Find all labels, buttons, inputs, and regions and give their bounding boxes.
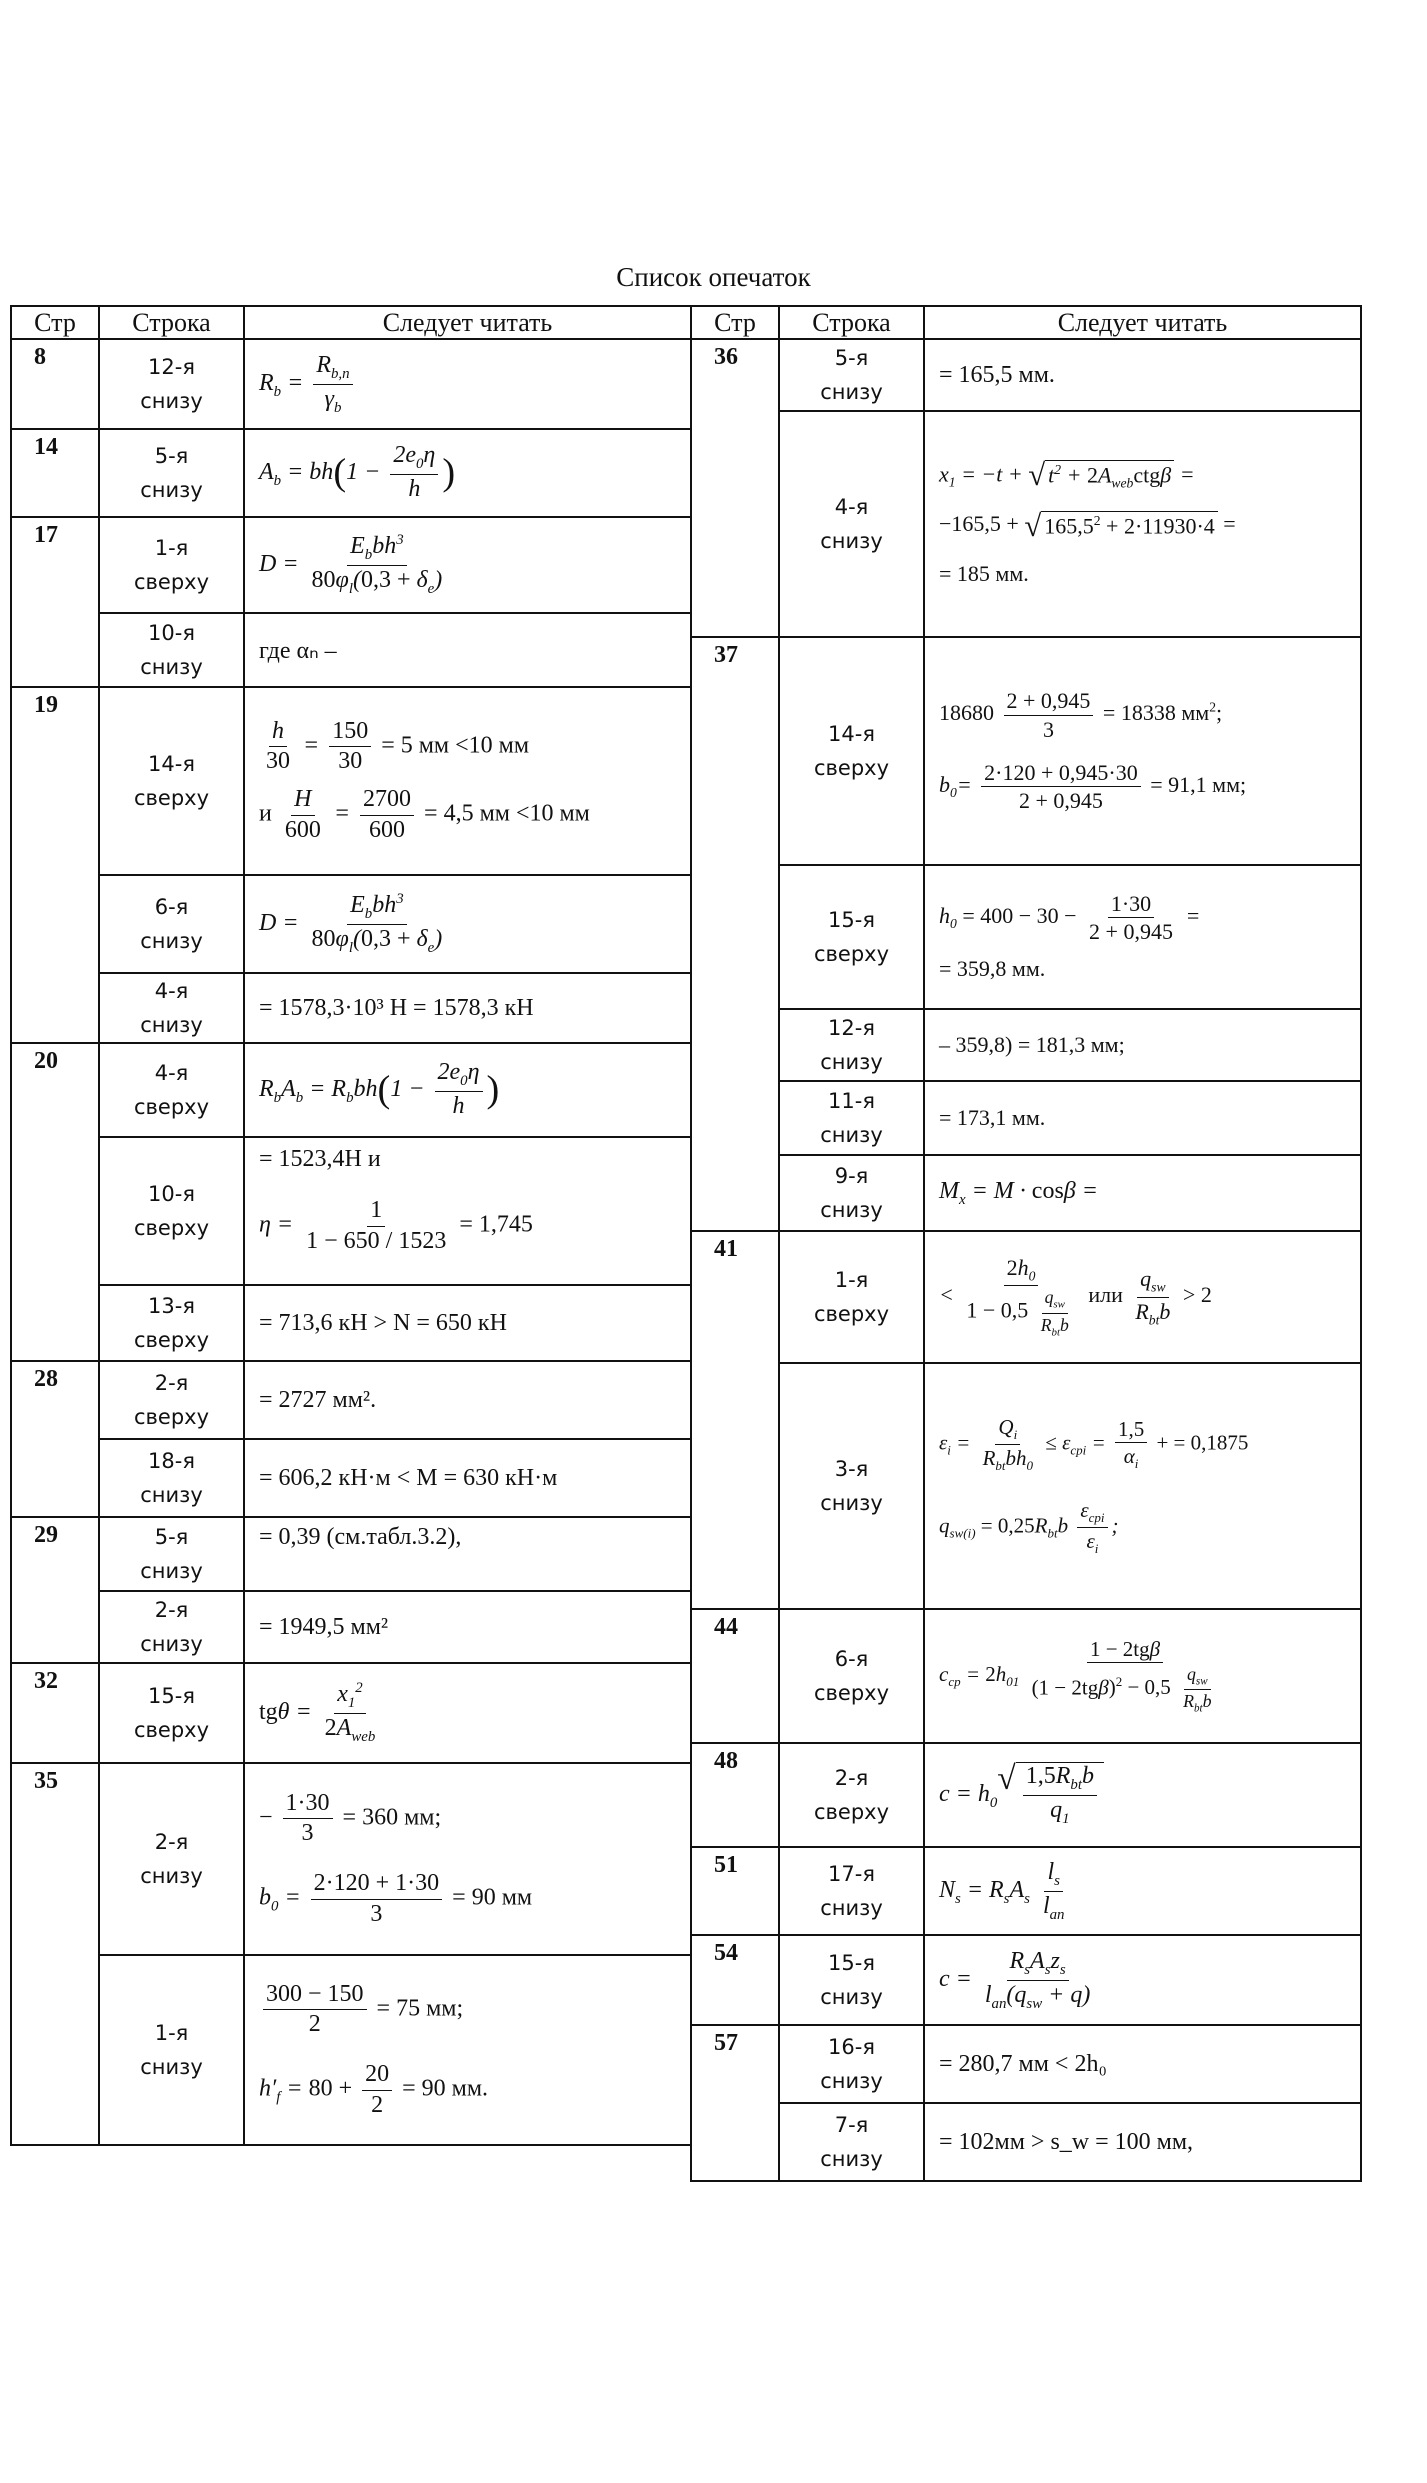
- line-ref: 1-я снизу: [99, 1955, 244, 2145]
- page-title: Список опечаток: [616, 262, 811, 292]
- table-row: [11, 1439, 691, 1517]
- table-row: [691, 1847, 1361, 1935]
- table-row: [691, 1231, 1361, 1363]
- formula-cell: c = $R_sA_sz_s$ $l_{an}(q_{sw} + q)$: [924, 1935, 1361, 2025]
- line-ref: 16-я снизу: [779, 2025, 924, 2103]
- page-number: 32: [11, 1663, 99, 1763]
- page-number: 14: [11, 429, 99, 517]
- formula-cell: $\frac{300 - 150}{2}$ = 75 мм; $h'_f = 80$ + $\frac{20}{2}$ = 90 мм.: [244, 1955, 691, 2145]
- formula-cell: $R_bA_b = R_bbh(1$ − $\frac{2e_0\eta}{h}$ ): [244, 1043, 691, 1137]
- table-row: [11, 1663, 691, 1763]
- correction-text: = 173,1 мм.: [924, 1081, 1361, 1155]
- formula-cell: tgθ = $x_1^2$ $2A_{web}$: [244, 1663, 691, 1763]
- table-row: [691, 637, 1361, 865]
- col-header-line: Строка: [779, 306, 924, 339]
- correction-text: = 165,5 мм.: [924, 339, 1361, 411]
- line-ref: 4-я снизу: [99, 973, 244, 1043]
- table-row: [691, 1155, 1361, 1231]
- col-header-correct: Следует читать: [924, 306, 1361, 339]
- table-header-row: [691, 306, 1361, 339]
- correction-text: = 606,2 кН·м < M = 630 кН·м: [244, 1439, 691, 1517]
- page-number: 48: [691, 1743, 779, 1847]
- line-ref: 2-я сверху: [779, 1743, 924, 1847]
- table-row: [11, 1043, 691, 1137]
- table-row: [11, 973, 691, 1043]
- page-number: 28: [11, 1361, 99, 1517]
- table-row: [11, 1361, 691, 1439]
- correction-text: = 0,39 (см.табл.3.2),: [244, 1517, 691, 1591]
- table-row: [11, 613, 691, 687]
- formula-cell: $M_x = M \cdot \cos\beta$ =: [924, 1155, 1361, 1231]
- page-number: 35: [11, 1763, 99, 2145]
- line-ref: 4-я сверху: [99, 1043, 244, 1137]
- page-number: 54: [691, 1935, 779, 2025]
- line-ref: 1-я сверху: [779, 1231, 924, 1363]
- correction-text: = 280,7 мм < 2h₀: [924, 2025, 1361, 2103]
- correction-text: где αₙ –: [244, 613, 691, 687]
- line-ref: 2-я снизу: [99, 1763, 244, 1955]
- table-row: [691, 339, 1361, 411]
- line-ref: 2-я сверху: [99, 1361, 244, 1439]
- col-header-page: Стр: [11, 306, 99, 339]
- table-row: [691, 865, 1361, 1009]
- table-row: [11, 687, 691, 875]
- line-ref: 18-я снизу: [99, 1439, 244, 1517]
- page-number: 51: [691, 1847, 779, 1935]
- line-ref: 6-я снизу: [99, 875, 244, 973]
- formula-cell: < $2h_0$ 1 − 0,5 $q_{sw}$ $R_{bt}b$ или $q_{sw}$ $R_{bt}b$ > 2: [924, 1231, 1361, 1363]
- line-ref: 15-я сверху: [779, 865, 924, 1009]
- page-number: 29: [11, 1517, 99, 1663]
- line-ref: 15-я сверху: [99, 1663, 244, 1763]
- line-ref: 13-я сверху: [99, 1285, 244, 1361]
- formula-cell: 18680 $\frac{2 + 0,945}{3}$ = 18338 $мм^2$; $b_0=$ $\frac{2\cdot 120 + 0,945\cdot 30}{2 + 0,945}$ = 91,1 мм;: [924, 637, 1361, 865]
- table-row: [691, 2103, 1361, 2181]
- correction-text: = 102мм > s_w = 100 мм,: [924, 2103, 1361, 2181]
- line-ref: 2-я снизу: [99, 1591, 244, 1663]
- line-ref: 12-я снизу: [99, 339, 244, 429]
- formula-cell: = 1523,4Н и η = $\frac{1}{1 - 650 / 1523}$ = 1,745: [244, 1137, 691, 1285]
- formula-cell: − $\frac{1\cdot 30}{3}$ = 360 мм; $b_0$ = $\frac{2\cdot 120 + 1\cdot 30}{3}$ = 90 мм: [244, 1763, 691, 1955]
- table-row: [691, 2025, 1361, 2103]
- line-ref: 9-я снизу: [779, 1155, 924, 1231]
- correction-text: = 2727 мм².: [244, 1361, 691, 1439]
- page-number: 41: [691, 1231, 779, 1609]
- line-ref: 12-я снизу: [779, 1009, 924, 1081]
- table-row: [691, 1609, 1361, 1743]
- page-number: 8: [11, 339, 99, 429]
- table-row: [691, 1363, 1361, 1609]
- line-ref: 1-я сверху: [99, 517, 244, 613]
- table-row: [11, 1591, 691, 1663]
- formula-cell: $x_1 = -t$ + √ $t^2 + 2A_{web}ctg\beta$ = −165,5 + √ $165,5^2 + 2\cdot 11930\cdot 4$ = = 185 мм.: [924, 411, 1361, 637]
- line-ref: 10-я сверху: [99, 1137, 244, 1285]
- errata-table-left: [10, 305, 692, 2146]
- table-row: [691, 411, 1361, 637]
- errata-table-right: [690, 305, 1362, 2182]
- formula-cell: $c = h_0$ √ $1,5R_{bt}b$ $q_1$: [924, 1743, 1361, 1847]
- formula-cell: $c_{cp} = 2h_{01}$ 1 − 2tgβ $(1 - 2tg\beta)^2 - 0,5$ $q_{sw}$ $R_{bt}b$: [924, 1609, 1361, 1743]
- page-number: 19: [11, 687, 99, 1043]
- line-ref: 15-я снизу: [779, 1935, 924, 2025]
- page-number: 20: [11, 1043, 99, 1361]
- table-row: [691, 1743, 1361, 1847]
- line-ref: 5-я снизу: [99, 429, 244, 517]
- page-number: 36: [691, 339, 779, 637]
- line-ref: 17-я снизу: [779, 1847, 924, 1935]
- page-number: 37: [691, 637, 779, 1231]
- page-number: 17: [11, 517, 99, 687]
- formula-cell: $h_0 = 400 - 30$ − $\frac{1\cdot 30}{2 + 0,945}$ = = 359,8 мм.: [924, 865, 1361, 1009]
- correction-text: = 713,6 кН > N = 650 кН: [244, 1285, 691, 1361]
- formula-cell: D = $E_bbh^3$ $80\varphi_l(0,3 + \delta_e)$: [244, 517, 691, 613]
- table-row: [691, 1081, 1361, 1155]
- table-row: [11, 1763, 691, 1955]
- table-row: [11, 429, 691, 517]
- line-ref: 14-я сверху: [99, 687, 244, 875]
- line-ref: 10-я снизу: [99, 613, 244, 687]
- col-header-page: Стр: [691, 306, 779, 339]
- line-ref: 3-я снизу: [779, 1363, 924, 1609]
- col-header-correct: Следует читать: [244, 306, 691, 339]
- correction-text: – 359,8) = 181,3 мм;: [924, 1009, 1361, 1081]
- table-row: [691, 1935, 1361, 2025]
- formula-cell: $\varepsilon_i$ = $Q_i$ $R_{bt}bh_0$ ≤ $\varepsilon_{cpi}$ = $\frac{1,5}{\alpha_i}$ + = 0,1875 $q_{sw(i)} = 0,25R_{bt}b$ $\varepsilon_{cpi}$ $\varepsilon_i$ ;: [924, 1363, 1361, 1609]
- table-row: [11, 517, 691, 613]
- line-ref: 5-я снизу: [99, 1517, 244, 1591]
- formula-cell: $A_b = bh(1$ − $\frac{2e_0\eta}{h}$ ): [244, 429, 691, 517]
- line-ref: 4-я снизу: [779, 411, 924, 637]
- line-ref: 11-я снизу: [779, 1081, 924, 1155]
- col-header-line: Строка: [99, 306, 244, 339]
- line-ref: 6-я сверху: [779, 1609, 924, 1743]
- table-row: [11, 875, 691, 973]
- table-row: [691, 1009, 1361, 1081]
- page-number: 44: [691, 1609, 779, 1743]
- formula-cell: $N_s = R_sA_s$ $l_s$ $l_{an}$: [924, 1847, 1361, 1935]
- page-number: 57: [691, 2025, 779, 2181]
- table-row: [11, 1955, 691, 2145]
- formula-cell: D = $E_bbh^3$ $80\varphi_l(0,3 + \delta_e)$: [244, 875, 691, 973]
- line-ref: 5-я снизу: [779, 339, 924, 411]
- formula-cell: $R_b$ = $\frac{R_{b,n}}{\gamma_b}$: [244, 339, 691, 429]
- table-row: [11, 339, 691, 429]
- table-row: [11, 1517, 691, 1591]
- line-ref: 14-я сверху: [779, 637, 924, 865]
- line-ref: 7-я снизу: [779, 2103, 924, 2181]
- correction-text: = 1578,3·10³ Н = 1578,3 кН: [244, 973, 691, 1043]
- correction-text: = 1949,5 мм²: [244, 1591, 691, 1663]
- table-row: [11, 1285, 691, 1361]
- table-header-row: [11, 306, 691, 339]
- table-row: [11, 1137, 691, 1285]
- formula-cell: $\frac{h}{30}$ = $\frac{150}{30}$ = 5 мм <10 мм и $\frac{H}{600}$ = $\frac{2700}{600}$ = 4,5 мм <10 мм: [244, 687, 691, 875]
